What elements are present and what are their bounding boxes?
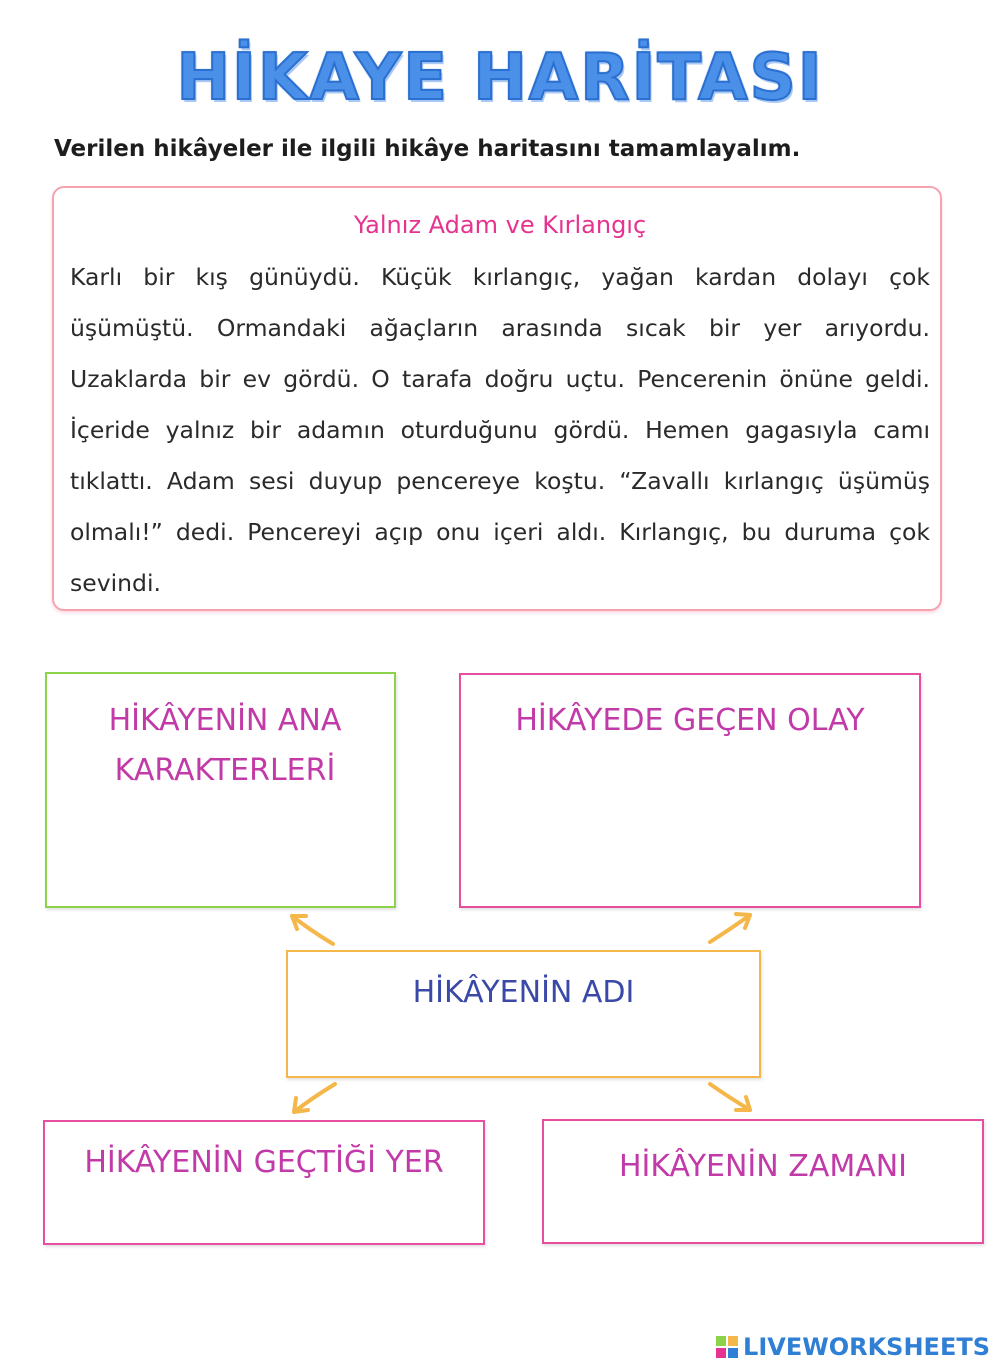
instruction-text: Verilen hikâyeler ile ilgili hikâye haritasını tamamlayalım. xyxy=(54,136,801,162)
arrow-to-time-icon xyxy=(710,1084,750,1110)
event-label: HİKÂYEDE GEÇEN OLAY xyxy=(515,703,865,738)
story-text: Karlı bir kış günüydü. Küçük kırlangıç, yağan kardan dolayı çok üşümüştü. Ormandaki ağaçların arasında sıcak bir yer arıyordu. Uzaklarda bir ev gördü. O tarafa doğru uçtu. Pencerenin önüne geldi. İçeride yalnız bir adamın oturduğunu gördü. Hemen gagasıyla camı tıklattı. Adam sesi duyup pencereye koştu. “Zavallı kırlangıç üşümüş olmalı!” dedi. Pencereyi açıp onu içeri aldı. Kırlangıç, bu duruma çok sevindi. xyxy=(70,263,930,597)
page-title: HİKAYE HARİTASI xyxy=(176,41,824,115)
place-label: HİKÂYENİN GEÇTİĞİ YER xyxy=(84,1145,444,1180)
arrow-to-place-icon xyxy=(294,1084,335,1112)
arrow-to-event-icon xyxy=(710,914,750,942)
time-label: HİKÂYENİN ZAMANI xyxy=(618,1149,908,1184)
characters-label: HİKÂYENİN ANA KARAKTERLERİ xyxy=(108,703,342,788)
footer-brand-text: LIVEWORKSHEETS xyxy=(743,1333,990,1361)
story-name-label: HİKÂYENİN ADI xyxy=(412,975,635,1010)
arrow-to-characters-icon xyxy=(292,916,333,944)
story-title: Yalnız Adam ve Kırlangıç xyxy=(353,211,647,239)
liveworksheets-logo-icon xyxy=(715,1335,739,1359)
footer-brand xyxy=(715,1331,990,1363)
